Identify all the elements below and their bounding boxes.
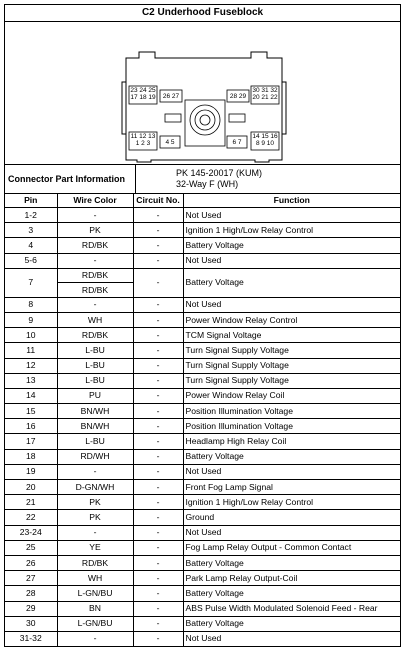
function-cell: Battery Voltage	[183, 449, 400, 464]
function-cell: Not Used	[183, 208, 400, 223]
table-row	[5, 328, 400, 343]
pin-cell: 17	[5, 434, 57, 449]
wire-color-cell: L-BU	[57, 343, 133, 358]
circuit-cell: -	[133, 495, 183, 510]
pin-cell: 29	[5, 601, 57, 616]
circuit-cell: -	[133, 312, 183, 327]
wire-color-cell: -	[57, 297, 133, 312]
pinout-table	[5, 194, 400, 646]
circuit-cell: -	[133, 449, 183, 464]
pin-cell: 4	[5, 238, 57, 253]
table-row	[5, 540, 400, 555]
pin-cell: 13	[5, 373, 57, 388]
pin-group-bottom-mid-left	[160, 139, 180, 146]
table-row	[5, 223, 400, 238]
circuit-cell: -	[133, 343, 183, 358]
table-row	[5, 571, 400, 586]
pin-row: 8 9 10	[255, 140, 275, 147]
pin-row: 23 24 25	[130, 87, 156, 94]
table-row	[5, 404, 400, 419]
pinout-sheet	[4, 4, 401, 647]
pinout-rows	[5, 208, 400, 647]
pin-cell: 16	[5, 419, 57, 434]
table-header-row	[5, 194, 400, 208]
function-cell: Not Used	[183, 464, 400, 479]
table-row	[5, 388, 400, 403]
circuit-cell: -	[133, 601, 183, 616]
pin-cell: 28	[5, 586, 57, 601]
function-cell: Ignition 1 High/Low Relay Control	[183, 495, 400, 510]
wire-color-cell	[57, 268, 133, 297]
table-row	[5, 449, 400, 464]
circuit-cell: -	[133, 404, 183, 419]
function-cell: Battery Voltage	[183, 555, 400, 570]
wire-color-cell: BN	[57, 601, 133, 616]
function-cell: Ground	[183, 510, 400, 525]
table-row	[5, 631, 400, 646]
function-cell: Not Used	[183, 297, 400, 312]
wire-color-cell: RD/WH	[57, 449, 133, 464]
wire-color-cell: YE	[57, 540, 133, 555]
wire-color-cell: BN/WH	[57, 404, 133, 419]
function-cell: Turn Signal Supply Voltage	[183, 358, 400, 373]
function-cell: Battery Voltage	[183, 586, 400, 601]
table-row	[5, 253, 400, 268]
table-row	[5, 343, 400, 358]
pin-row: 17 18 19	[130, 94, 156, 101]
pin-row: 11 12 13	[130, 133, 156, 140]
function-column-header: Function	[183, 194, 400, 208]
table-row	[5, 268, 400, 297]
pin-cell: 25	[5, 540, 57, 555]
circuit-cell: -	[133, 464, 183, 479]
pin-group-bottom-right	[251, 133, 279, 147]
wire-color-cell: PK	[57, 495, 133, 510]
function-cell: Front Fog Lamp Signal	[183, 480, 400, 495]
pin-cell: 27	[5, 571, 57, 586]
pin-cell: 5-6	[5, 253, 57, 268]
pin-row: 4 5	[165, 139, 175, 146]
table-row	[5, 358, 400, 373]
circuit-cell: -	[133, 510, 183, 525]
table-row	[5, 434, 400, 449]
connector-part-info-label: Connector Part Information	[5, 165, 136, 193]
pin-group-top-mid-left	[160, 93, 182, 100]
circuit-cell: -	[133, 238, 183, 253]
table-row	[5, 525, 400, 540]
connector-part-info	[5, 165, 400, 194]
pin-cell: 26	[5, 555, 57, 570]
wire-color-cell: -	[57, 253, 133, 268]
pin-cell: 31-32	[5, 631, 57, 646]
pin-row: 28 29	[229, 93, 247, 100]
circuit-cell: -	[133, 373, 183, 388]
function-cell: Battery Voltage	[183, 268, 400, 297]
pin-cell: 1-2	[5, 208, 57, 223]
wire-color-cell: WH	[57, 312, 133, 327]
wire-color-cell: -	[57, 464, 133, 479]
function-cell: Position Illumination Voltage	[183, 404, 400, 419]
wire-color-cell: D-GN/WH	[57, 480, 133, 495]
circuit-cell: -	[133, 388, 183, 403]
function-cell: ABS Pulse Width Modulated Solenoid Feed - Rear	[183, 601, 400, 616]
table-row	[5, 616, 400, 631]
wire-color-cell: PK	[57, 223, 133, 238]
pin-row: 14 15 16	[252, 133, 278, 140]
pin-cell: 30	[5, 616, 57, 631]
pin-cell: 12	[5, 358, 57, 373]
wire-color-value: RD/BK	[58, 282, 133, 297]
function-cell: Battery Voltage	[183, 616, 400, 631]
wire-color-cell: L-BU	[57, 373, 133, 388]
pin-cell: 18	[5, 449, 57, 464]
pin-cell: 10	[5, 328, 57, 343]
table-row	[5, 555, 400, 570]
pin-cell: 8	[5, 297, 57, 312]
table-row	[5, 480, 400, 495]
pin-cell: 22	[5, 510, 57, 525]
wire-color-cell: RD/BK	[57, 238, 133, 253]
table-row	[5, 312, 400, 327]
function-cell: Battery Voltage	[183, 238, 400, 253]
function-cell: Turn Signal Supply Voltage	[183, 373, 400, 388]
pin-row: 30 31 32	[252, 87, 278, 94]
function-cell: Not Used	[183, 631, 400, 646]
table-row	[5, 586, 400, 601]
circuit-column-header: Circuit No.	[133, 194, 183, 208]
pin-group-top-mid-right	[227, 93, 249, 100]
function-cell: Not Used	[183, 253, 400, 268]
pin-cell: 15	[5, 404, 57, 419]
wire-color-cell: BN/WH	[57, 419, 133, 434]
circuit-cell: -	[133, 571, 183, 586]
function-cell: Position Illumination Voltage	[183, 419, 400, 434]
table-row	[5, 419, 400, 434]
circuit-cell: -	[133, 586, 183, 601]
circuit-cell: -	[133, 616, 183, 631]
pin-cell: 9	[5, 312, 57, 327]
wire-color-cell: PU	[57, 388, 133, 403]
pin-cell: 11	[5, 343, 57, 358]
circuit-cell: -	[133, 253, 183, 268]
wire-color-cell: L-BU	[57, 434, 133, 449]
pin-cell: 21	[5, 495, 57, 510]
pin-group-top-right	[251, 87, 279, 101]
part-number: PK 145-20017 (KUM)	[176, 168, 263, 178]
connector-part-info-value	[136, 165, 400, 193]
function-cell: Power Window Relay Coil	[183, 388, 400, 403]
connector-type: 32-Way F (WH)	[176, 179, 239, 189]
pin-column-header: Pin	[5, 194, 57, 208]
function-cell: TCM Signal Voltage	[183, 328, 400, 343]
wire-color-cell: RD/BK	[57, 328, 133, 343]
circuit-cell: -	[133, 434, 183, 449]
pin-group-top-left	[129, 87, 157, 101]
wire-color-cell: L-GN/BU	[57, 586, 133, 601]
circuit-cell: -	[133, 555, 183, 570]
pin-row: 20 21 22	[252, 94, 278, 101]
circuit-cell: -	[133, 328, 183, 343]
table-row	[5, 297, 400, 312]
function-cell: Turn Signal Supply Voltage	[183, 343, 400, 358]
pin-row: 6 7	[232, 139, 242, 146]
pin-group-bottom-mid-right	[227, 139, 247, 146]
wire-color-cell: -	[57, 525, 133, 540]
function-cell: Fog Lamp Relay Output - Common Contact	[183, 540, 400, 555]
pin-cell: 20	[5, 480, 57, 495]
pin-cell: 14	[5, 388, 57, 403]
wire-color-cell: -	[57, 631, 133, 646]
table-row	[5, 373, 400, 388]
connector-diagram	[5, 22, 400, 165]
wire-color-cell: L-GN/BU	[57, 616, 133, 631]
wire-color-cell: L-BU	[57, 358, 133, 373]
table-row	[5, 601, 400, 616]
table-row	[5, 238, 400, 253]
circuit-cell: -	[133, 540, 183, 555]
pin-cell: 23-24	[5, 525, 57, 540]
connector-face-drawing	[5, 22, 400, 164]
circuit-cell: -	[133, 419, 183, 434]
circuit-cell: -	[133, 480, 183, 495]
table-row	[5, 495, 400, 510]
function-cell: Power Window Relay Control	[183, 312, 400, 327]
table-row	[5, 464, 400, 479]
pin-cell: 7	[5, 268, 57, 297]
wire-color-cell: WH	[57, 571, 133, 586]
pin-row: 26 27	[162, 93, 180, 100]
pin-cell: 3	[5, 223, 57, 238]
function-cell: Ignition 1 High/Low Relay Control	[183, 223, 400, 238]
table-row	[5, 208, 400, 223]
circuit-cell: -	[133, 268, 183, 297]
function-cell: Park Lamp Relay Output-Coil	[183, 571, 400, 586]
circuit-cell: -	[133, 223, 183, 238]
table-row	[5, 510, 400, 525]
pin-group-bottom-left	[129, 133, 157, 147]
circuit-cell: -	[133, 208, 183, 223]
function-cell: Headlamp High Relay Coil	[183, 434, 400, 449]
wire-color-cell: RD/BK	[57, 555, 133, 570]
pin-cell: 19	[5, 464, 57, 479]
circuit-cell: -	[133, 525, 183, 540]
circuit-cell: -	[133, 297, 183, 312]
wire-color-column-header: Wire Color	[57, 194, 133, 208]
wire-color-value: RD/BK	[81, 270, 109, 280]
function-cell: Not Used	[183, 525, 400, 540]
circuit-cell: -	[133, 631, 183, 646]
circuit-cell: -	[133, 358, 183, 373]
sheet-title: C2 Underhood Fuseblock	[5, 5, 400, 22]
pin-row: 1 2 3	[135, 140, 151, 147]
wire-color-cell: -	[57, 208, 133, 223]
wire-color-cell: PK	[57, 510, 133, 525]
